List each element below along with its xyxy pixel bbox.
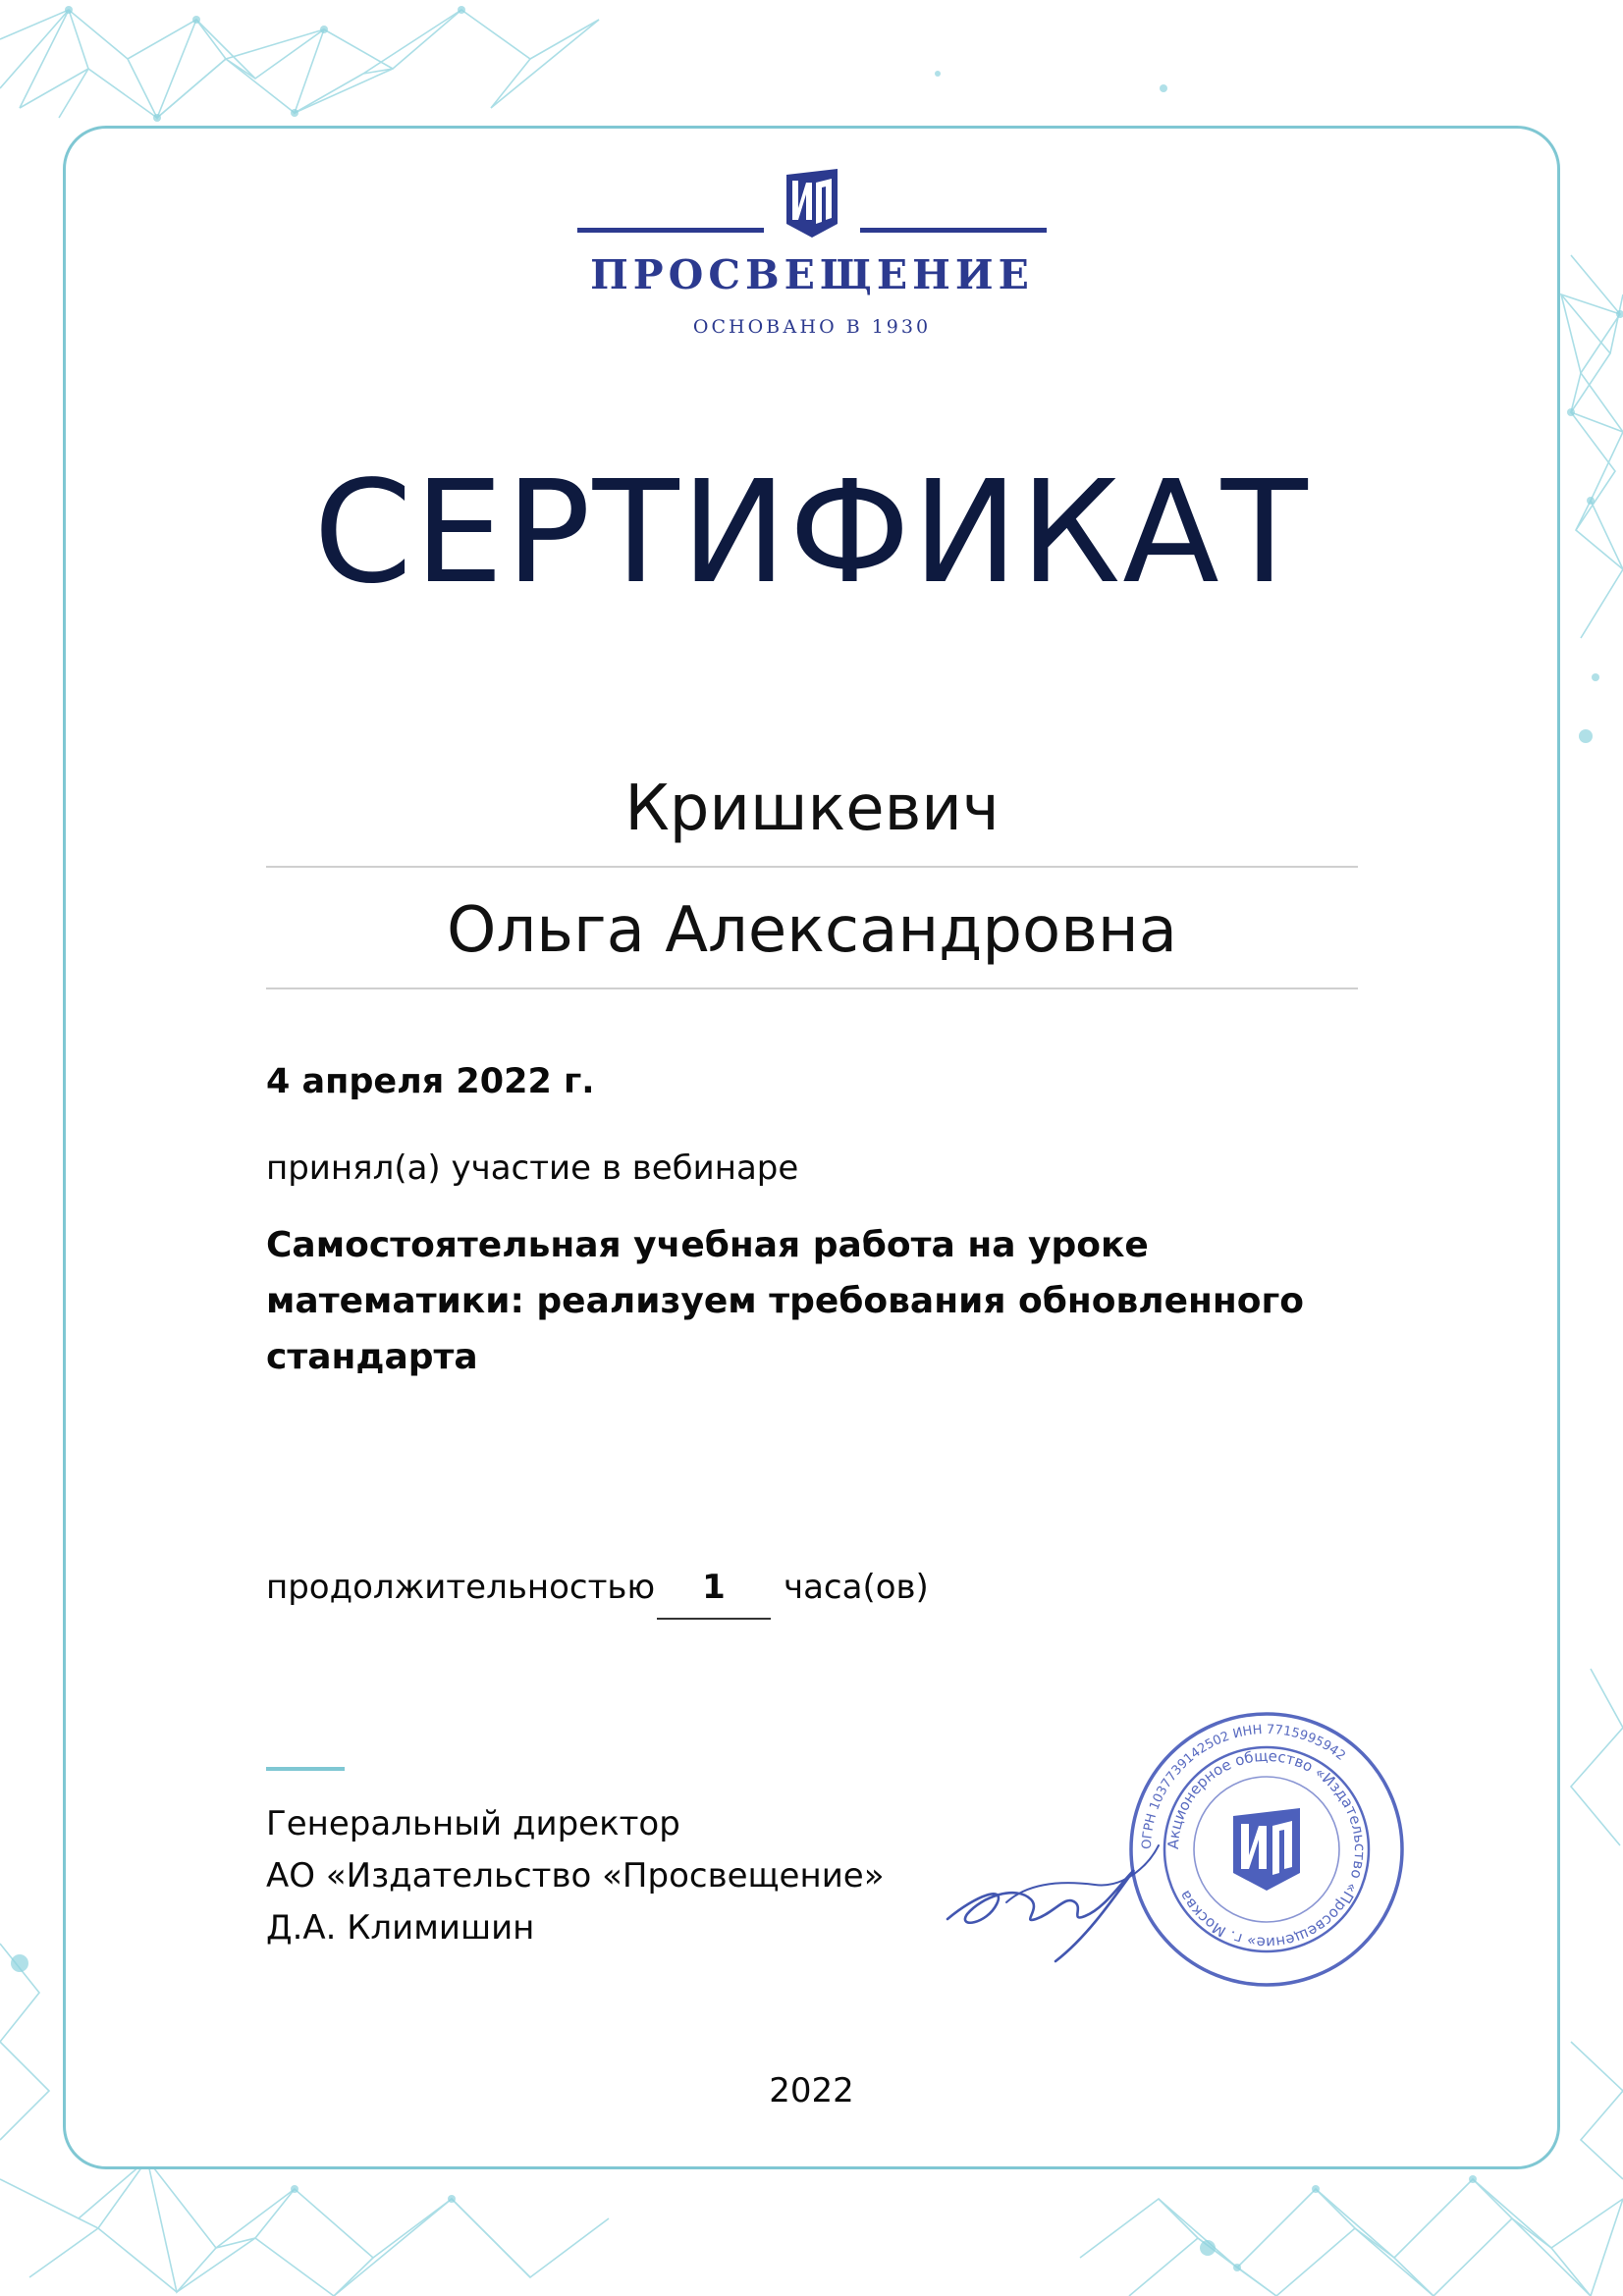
signatory-block xyxy=(266,1798,885,1954)
surname-rule xyxy=(266,866,1358,868)
recipient-given-names: Ольга Александровна xyxy=(447,894,1177,967)
duration-hours: 1 xyxy=(702,1568,726,1607)
certificate-year: 2022 xyxy=(769,2071,854,2110)
hours-underline xyxy=(657,1618,771,1620)
publisher-name: ПРОСВЕЩЕНИЕ xyxy=(590,251,1034,298)
publisher-logo xyxy=(574,165,1050,342)
stamp-emblem-icon xyxy=(1233,1808,1300,1891)
signatory-position: Генеральный директор xyxy=(266,1804,680,1843)
logo-rule-right xyxy=(860,228,1047,233)
duration-prefix: продолжительностью xyxy=(266,1568,656,1607)
duration-line xyxy=(266,1568,929,1607)
participation-text: принял(а) участие в вебинаре xyxy=(266,1148,799,1188)
webinar-title: Самостоятельная учебная работа на уроке математики: реализуем требования обновленного стандарта xyxy=(266,1225,1305,1377)
logo-rule-left xyxy=(577,228,764,233)
stamp-ogrn-text: ОГРН 1037739142502 ИНН 7715995942 xyxy=(1139,1722,1348,1850)
signatory-name: Д.А. Климишин xyxy=(266,1908,535,1948)
company-stamp xyxy=(1119,1702,1414,1997)
event-date: 4 апреля 2022 г. xyxy=(266,1062,595,1101)
duration-unit: часа(ов) xyxy=(784,1568,929,1607)
publisher-tagline: ОСНОВАНО В 1930 xyxy=(692,316,932,338)
publisher-emblem-icon xyxy=(783,165,841,240)
signatory-organization: АО «Издательство «Просвещение» xyxy=(266,1856,885,1896)
certificate-title: СЕРТИФИКАТ xyxy=(313,450,1310,614)
stamp-company-text: Акционерное общество «Издательство «Просвещение» г. Москва xyxy=(1163,1746,1370,1952)
accent-bar xyxy=(266,1767,345,1771)
given-names-rule xyxy=(266,988,1358,989)
recipient-surname: Кришкевич xyxy=(624,773,1000,845)
